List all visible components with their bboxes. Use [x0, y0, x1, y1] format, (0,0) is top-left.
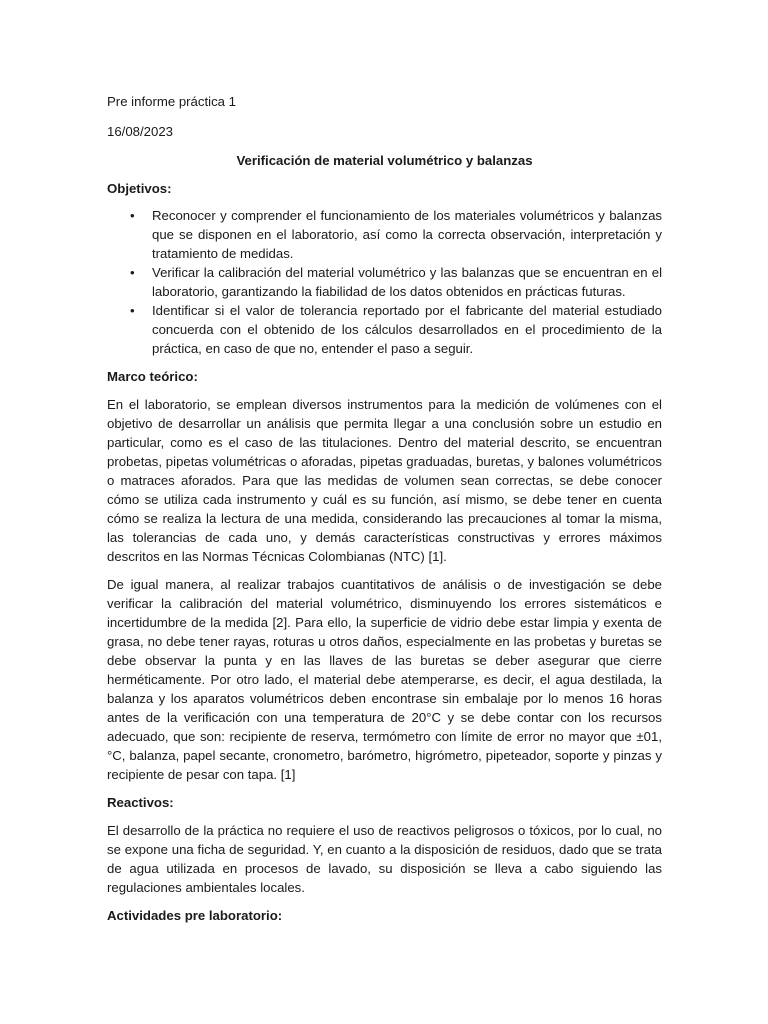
document-date: 16/08/2023 — [107, 124, 174, 139]
list-item — [130, 206, 662, 263]
section-heading-marco-teorico: Marco teórico: — [107, 369, 198, 384]
section-heading-reactivos: Reactivos: — [107, 795, 174, 810]
list-item-text: Reconocer y comprender el funcionamiento de los materiales volumétricos y balanzas que se disponen en el laboratorio, así como la correcta observación, interpretación y tratamiento de medidas. — [152, 208, 662, 261]
bullet-icon: • — [130, 265, 135, 280]
list-item-text: Verificar la calibración del material volumétrico y las balanzas que se encuentran en el laboratorio, garantizando la fiabilidad de los datos obtenidos en prácticas futuras. — [152, 265, 662, 299]
paragraph: El desarrollo de la práctica no requiere el uso de reactivos peligrosos o tóxicos, por lo cual, no se expone una ficha de seguridad. Y, en cuanto a la disposición de residuos, dado que se trata de agua utilizada en procesos de lavado, su disposición se lleva a cabo siguiendo las regulaciones ambientales locales. — [107, 823, 662, 895]
section-heading-objetivos: Objetivos: — [107, 181, 172, 196]
paragraph: En el laboratorio, se emplean diversos instrumentos para la medición de volúmenes con el objetivo de desarrollar un análisis que permita llegar a una conclusión sobre un estudio en particular, como es el caso de las titulaciones. Dentro del material descrito, se encuentran probetas, pipetas volumétricas o aforadas, pipetas graduadas, buretas, y balones volumétricos o matraces aforados. Para que las medidas de volumen sean correctas, se debe conocer cómo se utiliza cada instrumento y cuál es su función, así mismo, se debe tener en cuenta cómo se realiza la lectura de una medida, considerando las precauciones al tomar la misma, las tolerancias de cada uno, y demás características constructivas y errores máximos descritos en las Normas Técnicas Colombianas (NTC) [1]. — [107, 397, 662, 564]
bullet-icon: • — [130, 208, 135, 223]
section-heading-actividades: Actividades pre laboratorio: — [107, 908, 283, 923]
list-item — [130, 263, 662, 301]
bullet-icon: • — [130, 303, 135, 318]
document-label: Pre informe práctica 1 — [107, 94, 236, 109]
objetivos-list — [107, 206, 662, 358]
list-item-text: Identificar si el valor de tolerancia reportado por el fabricante del material estudiado concuerda con el obtenido de los cálculos desarrollados en el procedimiento de la práctica, en caso de que no, entender el paso a seguir. — [152, 303, 662, 356]
document-title: Verificación de material volumétrico y balanzas — [236, 153, 533, 168]
list-item — [130, 301, 662, 358]
paragraph: De igual manera, al realizar trabajos cuantitativos de análisis o de investigación se debe verificar la calibración del material volumétrico, disminuyendo los errores sistemáticos e incertidumbre de la medida [2]. Para ello, la superficie de vidrio debe estar limpia y exenta de grasa, no debe tener rayas, roturas u otros daños, especialmente en las probetas y buretas se debe observar la punta y en las llaves de las buretas se deber asegurar que cierre herméticamente. Por otro lado, el material debe atemperarse, es decir, el agua destilada, la balanza y los aparatos volumétricos deben encontrase sin embalaje por lo menos 16 horas antes de la verificación con una temperatura de 20°C y se debe contar con los recursos adecuado, que son: recipiente de reserva, termómetro con límite de error no mayor que ±01, °C, balanza, papel secante, cronometro, barómetro, higrómetro, pipeteador, soporte y pinzas y recipiente de pesar con tapa. [1] — [107, 577, 662, 782]
